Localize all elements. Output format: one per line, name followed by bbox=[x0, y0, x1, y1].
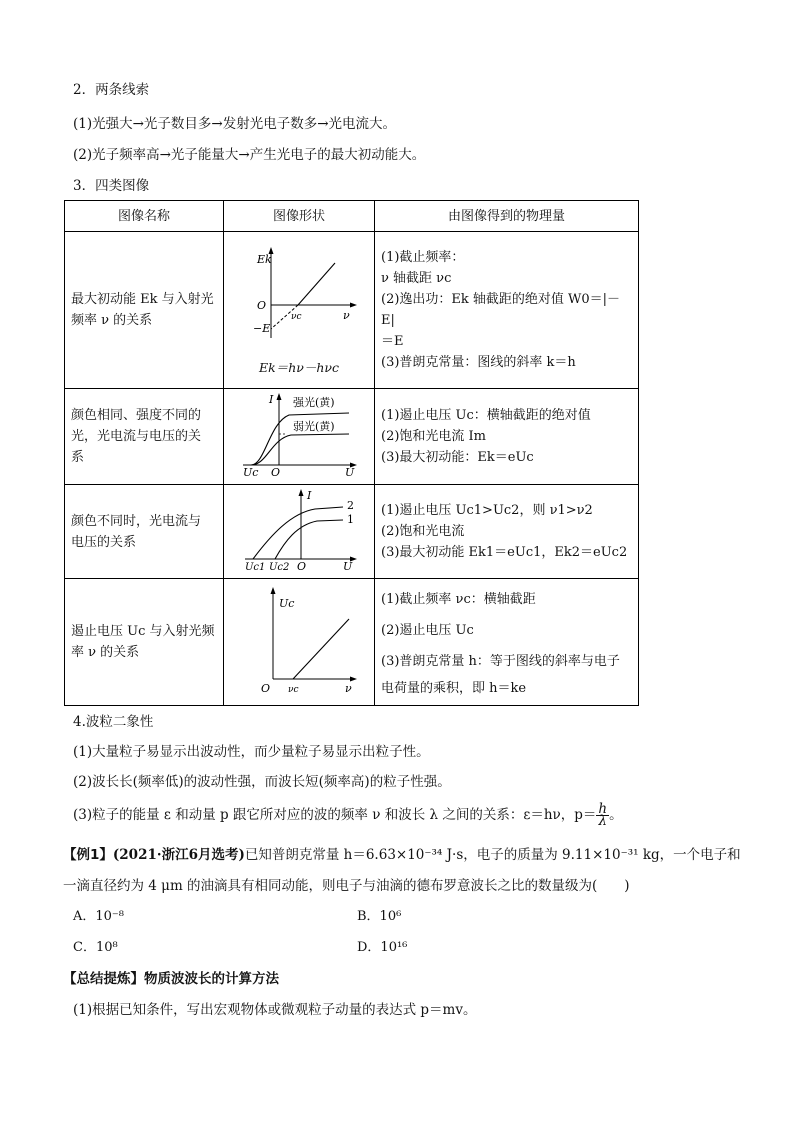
row-graph bbox=[224, 485, 375, 579]
graph-ylabel: I bbox=[307, 489, 312, 502]
example-text2: 一滴直径约为 4 μm 的油滴具有相同动能，则电子与油滴的德布罗意波长之比的数量级为( ) bbox=[63, 878, 630, 894]
info-line: (3)最大初动能：Ek＝eUc bbox=[381, 450, 534, 465]
uc-vs-frequency-graph bbox=[231, 581, 367, 697]
example-text1: 已知普朗克常量 h＝6.63×10⁻³⁴ J·s，电子的质量为 9.11×10⁻³¹ kg，一个电子和 bbox=[244, 847, 741, 863]
info-line: (2)遏止电压 Uc bbox=[381, 622, 474, 638]
fraction-denominator: λ bbox=[598, 813, 608, 829]
table-header: 图像形状 bbox=[224, 201, 375, 232]
table-row bbox=[65, 579, 639, 706]
info-line: (3)普朗克常量：图线的斜率 k＝h bbox=[381, 355, 576, 370]
current-vs-voltage-intensity-graph bbox=[231, 389, 367, 477]
graph-xint-label: νc bbox=[288, 684, 299, 695]
example-source: (2021·浙江6月选考) bbox=[112, 847, 245, 863]
graph-xlabel: ν bbox=[343, 308, 350, 322]
info-line: (1)截止频率 νc：横轴截距 bbox=[381, 591, 536, 607]
section2-heading: 2．两条线索 bbox=[73, 82, 150, 98]
graph-xlabel: ν bbox=[345, 681, 352, 695]
info-line: (2)逸出功：Ek 轴截距的绝对值 W0＝|－E| bbox=[381, 292, 621, 328]
row-name-line: 颜色相同、强度不同的 bbox=[71, 408, 202, 423]
info-line: (1)截止频率： bbox=[381, 250, 465, 265]
section2-item2: (2)光子频率高→光子能量大→产生光电子的最大初动能大。 bbox=[73, 147, 426, 163]
info-line: (3)普朗克常量 h：等于图线的斜率与电子 bbox=[381, 653, 620, 669]
row-info bbox=[375, 485, 639, 579]
graph-xlabel: U bbox=[345, 466, 355, 477]
row-name-line: 颜色不同时，光电流与 bbox=[71, 513, 202, 529]
graph-origin: O bbox=[261, 681, 271, 695]
row-info bbox=[375, 579, 639, 706]
graph-caption: Ek＝hν－hνc bbox=[259, 359, 339, 375]
row-name-line: 最大初动能 Ek 与入射光 bbox=[71, 292, 214, 307]
row-info bbox=[375, 389, 639, 485]
table-row bbox=[65, 232, 639, 389]
option-d: D．10¹⁶ bbox=[357, 940, 408, 955]
info-line: ＝E bbox=[381, 334, 404, 349]
info-line: 电荷量的乘积，即 h＝ke bbox=[381, 680, 527, 696]
graph-curve2-label: 2 bbox=[347, 499, 354, 512]
row-name bbox=[65, 232, 224, 389]
row-name bbox=[65, 485, 224, 579]
option-c: C．10⁸ bbox=[73, 940, 118, 955]
graph-uc-label: Uc bbox=[243, 466, 259, 477]
info-line: (3)最大初动能 Ek1＝eUc1，Ek2＝eUc2 bbox=[381, 545, 628, 560]
option-a: A．10⁻⁸ bbox=[73, 909, 125, 924]
section4-item3-end: 。 bbox=[609, 807, 623, 823]
row-info bbox=[375, 232, 639, 389]
graph-ylabel: Uc bbox=[279, 596, 295, 610]
graph-xlabel: U bbox=[343, 560, 353, 571]
graph-origin: O bbox=[271, 466, 281, 477]
section4-item2: (2)波长长(频率低)的波动性强，而波长短(频率高)的粒子性强。 bbox=[73, 774, 451, 790]
row-name bbox=[65, 389, 224, 485]
row-name-line: 率 ν 的关系 bbox=[71, 645, 140, 660]
summary-item1: (1)根据已知条件，写出宏观物体或微观粒子动量的表达式 p＝mv。 bbox=[73, 1002, 477, 1018]
info-line: (2)饱和光电流 bbox=[381, 524, 465, 539]
row-graph bbox=[224, 389, 375, 485]
section4-item3 bbox=[73, 801, 623, 829]
table-header-row bbox=[65, 201, 639, 232]
row-name bbox=[65, 579, 224, 706]
graph-origin: O bbox=[297, 560, 307, 571]
current-vs-voltage-color-graph bbox=[231, 485, 367, 571]
row-name-line: 遏止电压 Uc 与入射光频 bbox=[71, 624, 215, 639]
ek-vs-frequency-graph bbox=[231, 243, 367, 348]
graph-strong-label: 强光(黄) bbox=[293, 396, 335, 409]
table-header: 图像名称 bbox=[65, 201, 224, 232]
table-row bbox=[65, 485, 639, 579]
graph-types-table bbox=[64, 200, 639, 706]
section2-item1: (1)光强大→光子数目多→发射光电子数多→光电流大。 bbox=[73, 116, 397, 132]
info-line: (1)遏止电压 Uc1>Uc2，则 ν1>ν2 bbox=[381, 503, 593, 518]
row-graph bbox=[224, 579, 375, 706]
table-header: 由图像得到的物理量 bbox=[375, 201, 639, 232]
section3-heading: 3．四类图像 bbox=[73, 178, 150, 194]
info-line: (1)遏止电压 Uc：横轴截距的绝对值 bbox=[381, 408, 591, 423]
row-name-line: 系 bbox=[71, 450, 85, 465]
section4-item3-text: (3)粒子的能量 ε 和动量 p 跟它所对应的波的频率 ν 和波长 λ 之间的关系：ε＝hν，p＝ bbox=[73, 807, 597, 823]
graph-ylabel: Ek bbox=[257, 252, 272, 266]
table-row bbox=[65, 389, 639, 485]
row-name-line: 电压的关系 bbox=[71, 534, 137, 550]
h-over-lambda-fraction bbox=[596, 801, 609, 829]
summary-heading: 【总结提炼】物质波波长的计算方法 bbox=[63, 971, 279, 987]
example-line1 bbox=[63, 845, 741, 865]
info-line: ν 轴截距 νc bbox=[381, 271, 452, 286]
fraction-numerator: h bbox=[598, 801, 608, 817]
graph-uc2-label: Uc2 bbox=[269, 562, 290, 571]
example-tag: 【例1】 bbox=[63, 847, 113, 863]
option-b: B．10⁶ bbox=[357, 909, 402, 924]
graph-curve1-label: 1 bbox=[347, 513, 354, 526]
row-name-line: 频率 ν 的关系 bbox=[71, 313, 153, 328]
graph-origin: O bbox=[257, 298, 267, 312]
row-name-line: 光，光电流与电压的关 bbox=[71, 429, 202, 444]
info-line: (2)饱和光电流 Im bbox=[381, 429, 487, 444]
graph-xint-label: νc bbox=[291, 311, 302, 322]
graph-uc1-label: Uc1 bbox=[245, 562, 266, 571]
section4-heading: 4.波粒二象性 bbox=[73, 714, 154, 730]
section4-item1: (1)大量粒子易显示出波动性，而少量粒子易显示出粒子性。 bbox=[73, 744, 430, 760]
row-graph bbox=[224, 232, 375, 389]
graph-neg-label: −E bbox=[253, 321, 271, 335]
graph-weak-label: 弱光(黄) bbox=[293, 420, 335, 433]
graph-ylabel: I bbox=[269, 393, 274, 406]
